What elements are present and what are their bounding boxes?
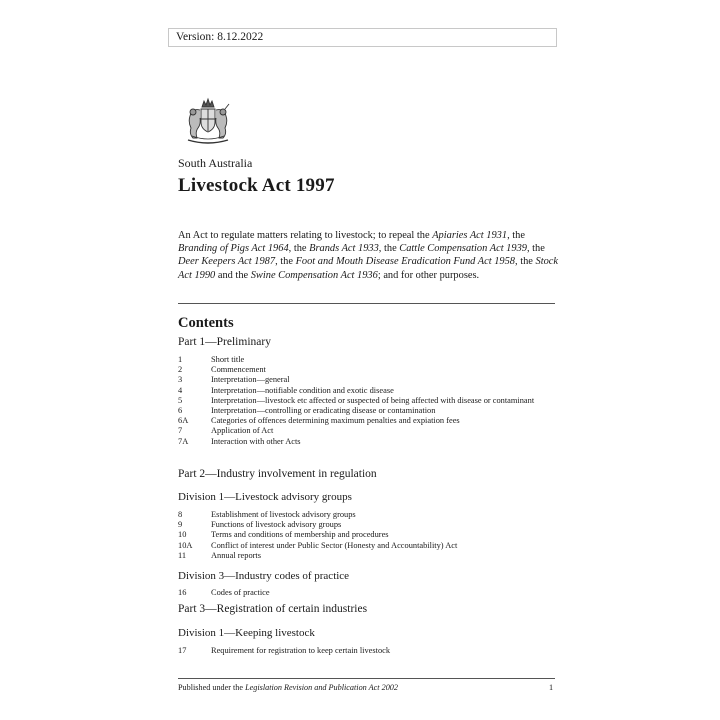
section-title: Interpretation—livestock etc affected or suspected of being affected with disease or contaminant bbox=[211, 395, 535, 405]
long-title-text: , the bbox=[515, 256, 536, 268]
section-title: Application of Act bbox=[211, 426, 274, 436]
long-title-text: An Act to regulate matters relating to livestock; to repeal the bbox=[178, 230, 433, 241]
section-title: Requirement for registration to keep certain livestock bbox=[211, 646, 391, 655]
part-3-heading[interactable]: Part 3—Registration of certain industries bbox=[178, 603, 368, 615]
toc-entry[interactable] bbox=[178, 416, 558, 426]
part-3-division-1-entries bbox=[178, 646, 558, 656]
section-title: Codes of practice bbox=[211, 588, 270, 597]
section-title: Establishment of livestock advisory groups bbox=[211, 510, 356, 519]
repealed-act-link: Swine Compensation Act 1936 bbox=[250, 269, 378, 281]
repealed-act-link: Brands Act 1933 bbox=[309, 243, 379, 255]
long-title bbox=[178, 229, 558, 282]
version-label: Version: 8.12.2022 bbox=[176, 31, 264, 43]
part-1-heading[interactable]: Part 1—Preliminary bbox=[178, 336, 271, 348]
repealed-act-link: Apiaries Act 1931 bbox=[432, 230, 508, 241]
toc-entry[interactable] bbox=[178, 551, 558, 561]
repealed-act-link: Deer Keepers Act 1987 bbox=[178, 256, 276, 268]
section-number: 16 bbox=[178, 588, 187, 597]
toc-entry[interactable] bbox=[178, 386, 558, 396]
section-title: Interpretation—controlling or eradicating disease or contamination bbox=[211, 406, 436, 416]
section-number: 3 bbox=[178, 375, 183, 385]
division-1-entries bbox=[178, 510, 558, 561]
toc-entry[interactable] bbox=[178, 375, 558, 385]
toc-entry[interactable] bbox=[178, 520, 558, 530]
section-title: Interpretation—notifiable condition and exotic disease bbox=[211, 385, 394, 395]
section-title: Annual reports bbox=[211, 550, 262, 560]
section-number: 4 bbox=[178, 385, 183, 395]
contents-heading: Contents bbox=[178, 315, 234, 331]
section-number: 1 bbox=[178, 355, 183, 364]
toc-entry[interactable] bbox=[178, 541, 558, 551]
division-heading[interactable]: Division 1—Keeping livestock bbox=[178, 627, 315, 639]
toc-entry[interactable] bbox=[178, 510, 558, 520]
section-title: Interaction with other Acts bbox=[211, 436, 301, 446]
toc-entry[interactable] bbox=[178, 646, 558, 656]
section-number: 10A bbox=[178, 540, 193, 550]
toc-entry[interactable] bbox=[178, 530, 558, 540]
repealed-act-link: Stock Act 1990 bbox=[178, 256, 559, 281]
footer-prefix: Published under the bbox=[178, 683, 246, 692]
toc-entry[interactable] bbox=[178, 588, 558, 598]
section-title: Interpretation—general bbox=[211, 375, 290, 385]
section-number: 11 bbox=[178, 550, 187, 560]
toc-entry[interactable] bbox=[178, 365, 558, 375]
section-divider bbox=[178, 303, 555, 304]
version-header bbox=[168, 28, 557, 47]
toc-entry[interactable] bbox=[178, 406, 558, 416]
coat-of-arms-icon bbox=[180, 96, 236, 146]
division-heading[interactable]: Division 3—Industry codes of practice bbox=[178, 570, 350, 582]
repealed-act-link: Cattle Compensation Act 1939 bbox=[399, 243, 527, 255]
section-number: 9 bbox=[178, 520, 183, 530]
section-title: Categories of offences determining maximum penalties and expiation fees bbox=[211, 416, 460, 426]
long-title-text: , the bbox=[507, 230, 525, 241]
toc-entry[interactable] bbox=[178, 396, 558, 406]
part-2-heading[interactable]: Part 2—Industry involvement in regulation bbox=[178, 468, 377, 480]
section-number: 2 bbox=[178, 365, 183, 375]
section-title: Functions of livestock advisory groups bbox=[211, 520, 342, 530]
long-title-text: , the bbox=[288, 243, 310, 255]
long-title-text: , the bbox=[275, 256, 296, 268]
section-number: 17 bbox=[178, 646, 187, 655]
footer-divider bbox=[178, 678, 555, 679]
section-number: 6A bbox=[178, 416, 189, 426]
division-heading[interactable]: Division 1—Livestock advisory groups bbox=[178, 491, 352, 503]
section-number: 8 bbox=[178, 510, 183, 519]
repealed-act-link: Branding of Pigs Act 1964 bbox=[178, 243, 289, 255]
coat-of-arms-svg bbox=[180, 96, 236, 146]
part-1-entries bbox=[178, 355, 558, 447]
long-title-text: , the bbox=[378, 243, 400, 255]
section-title: Conflict of interest under Public Sector (Honesty and Accountability) Act bbox=[211, 540, 458, 550]
toc-entry[interactable] bbox=[178, 426, 558, 436]
section-number: 10 bbox=[178, 530, 187, 540]
jurisdiction-label: South Australia bbox=[178, 156, 253, 170]
long-title-text: and the bbox=[215, 269, 251, 281]
section-number: 6 bbox=[178, 406, 183, 416]
long-title-text: ; and for other purposes. bbox=[377, 269, 480, 281]
long-title-text: , the bbox=[526, 243, 545, 255]
section-title: Terms and conditions of membership and procedures bbox=[211, 530, 389, 540]
section-title: Commencement bbox=[211, 365, 266, 375]
section-number: 7A bbox=[178, 436, 189, 446]
repealed-act-link: Foot and Mouth Disease Eradication Fund Act 1958 bbox=[295, 256, 515, 268]
toc-entry[interactable] bbox=[178, 437, 558, 447]
footer-publication-note bbox=[178, 683, 398, 692]
section-title: Short title bbox=[211, 355, 245, 364]
page-number: 1 bbox=[549, 683, 554, 692]
act-title: Livestock Act 1997 bbox=[178, 175, 335, 196]
section-number: 5 bbox=[178, 395, 183, 405]
section-number: 7 bbox=[178, 426, 183, 436]
toc-entry[interactable] bbox=[178, 355, 558, 365]
division-3-entries bbox=[178, 588, 558, 598]
footer-act-name: Legislation Revision and Publication Act 2002 bbox=[245, 683, 398, 692]
